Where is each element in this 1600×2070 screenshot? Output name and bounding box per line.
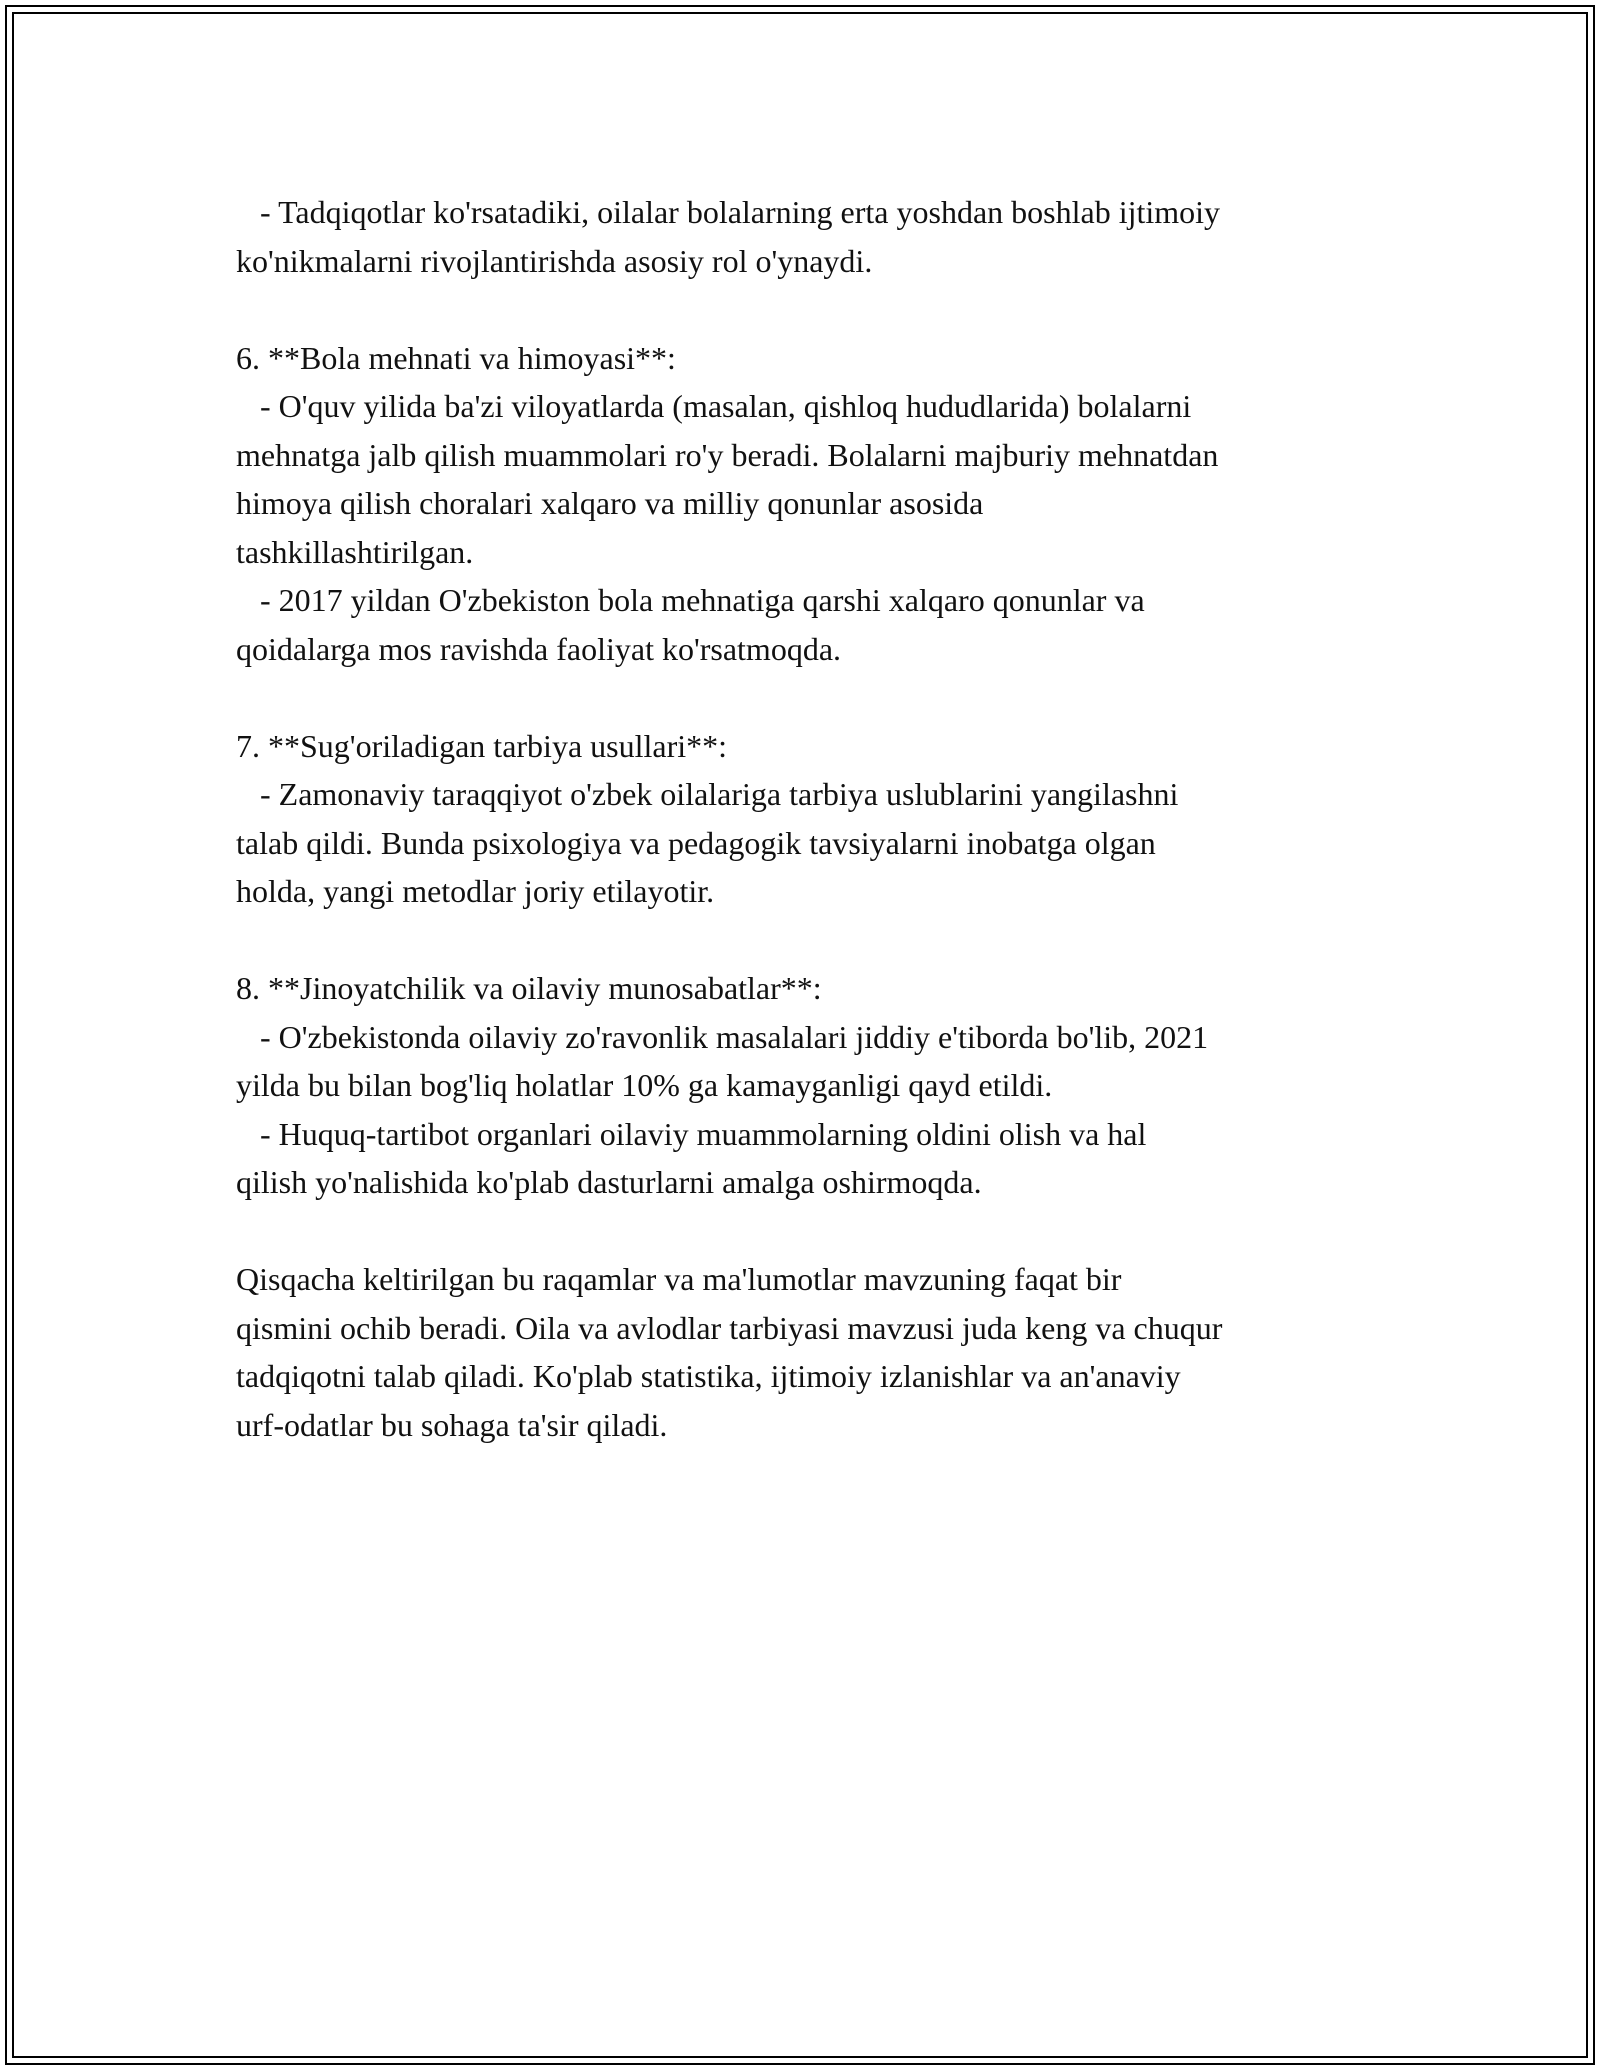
text-line: qismini ochib beradi. Oila va avlodlar tarbiyasi mavzusi juda keng va chuqur — [236, 1309, 1223, 1346]
section-8-block — [236, 964, 1386, 1207]
section-heading: 7. **Sug'oriladigan tarbiya usullari**: — [236, 727, 728, 764]
paragraph-gap — [236, 673, 1386, 722]
text-line: - O'zbekistonda oilaviy zo'ravonlik masalalari jiddiy e'tiborda bo'lib, 2021 — [236, 1018, 1209, 1055]
text-line: - Zamonaviy taraqqiyot o'zbek oilalariga tarbiya uslublarini yangilashni — [236, 776, 1179, 812]
intro-bullet-block — [236, 188, 1386, 285]
text-line: mehnatga jalb qilish muammolari ro'y beradi. Bolalarni majburiy mehnatdan — [236, 436, 1219, 473]
section-heading: 8. **Jinoyatchilik va oilaviy munosabatlar**: — [236, 970, 822, 1006]
text-line: qoidalarga mos ravishda faoliyat ko'rsatmoqda. — [236, 630, 842, 667]
text-line: qilish yo'nalishida ko'plab dasturlarni amalga oshirmoqda. — [236, 1164, 982, 1200]
text-line: - 2017 yildan O'zbekiston bola mehnatiga qarshi xalqaro qonunlar va — [236, 582, 1145, 618]
paragraph-gap — [236, 1207, 1386, 1256]
section-heading: 6. **Bola mehnati va himoyasi**: — [236, 339, 676, 376]
paragraph-gap — [236, 916, 1386, 965]
text-line: ko'nikmalarni rivojlantirishda asosiy rol o'ynaydi. — [236, 242, 873, 279]
conclusion-block — [236, 1255, 1386, 1449]
section-7-block — [236, 722, 1386, 916]
text-line: Qisqacha keltirilgan bu raqamlar va ma'lumotlar mavzuning faqat bir — [236, 1261, 1122, 1297]
text-line: yilda bu bilan bog'liq holatlar 10% ga kamayganligi qayd etildi. — [236, 1067, 1053, 1103]
text-line: - Tadqiqotlar ko'rsatadiki, oilalar bolalarning erta yoshdan boshlab ijtimoiy — [236, 194, 1221, 230]
text-line: tashkillashtirilgan. — [236, 533, 474, 570]
text-line: tadqiqotni talab qiladi. Ko'plab statistika, ijtimoiy izlanishlar va an'anaviy — [236, 1358, 1181, 1394]
text-line: himoya qilish choralari xalqaro va milliy qonunlar asosida — [236, 485, 984, 521]
document-body — [236, 188, 1386, 1449]
section-6-block — [236, 334, 1386, 674]
text-line: talab qildi. Bunda psixologiya va pedagogik tavsiyalarni inobatga olgan — [236, 824, 1156, 861]
text-line: holda, yangi metodlar joriy etilayotir. — [236, 873, 715, 909]
text-line: - Huquq-tartibot organlari oilaviy muammolarning oldini olish va hal — [236, 1115, 1147, 1152]
text-line: urf-odatlar bu sohaga ta'sir qiladi. — [236, 1406, 668, 1443]
text-line: - O'quv yilida ba'zi viloyatlarda (masalan, qishloq hududlarida) bolalarni — [236, 388, 1192, 424]
paragraph-gap — [236, 285, 1386, 334]
